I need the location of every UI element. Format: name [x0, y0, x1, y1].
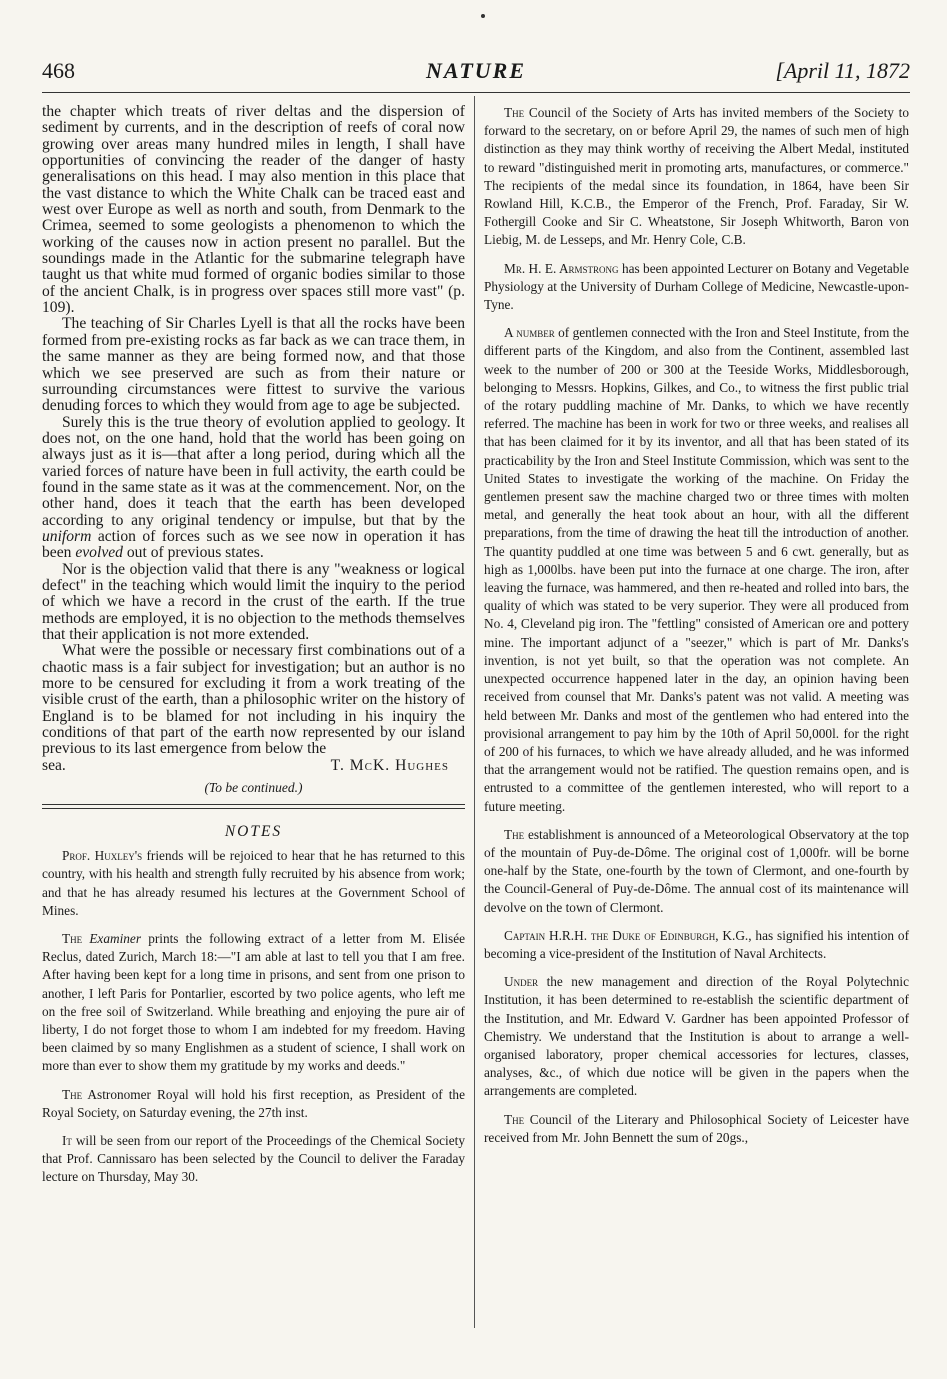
note-text: Council of the Literary and Philosophical Society of Leicester have received from Mr. John Bennett the sum of 20gs.,	[484, 1111, 909, 1145]
note-lead: Prof. Huxley's	[62, 848, 143, 864]
note-lead: Mr. H. E. Armstrong	[504, 260, 619, 276]
header-rule	[42, 92, 910, 93]
note-lead: Captain H.R.H. the Duke of Edinburgh, K.G.,	[504, 927, 752, 943]
note-paragraph	[484, 260, 909, 315]
note-text: establishment is announced of a Meteorological Observatory at the top of the mountain of Puy-de-Dôme. The original cost of 1,000fr. will be borne one-half by the State, one-fourth by the town of Clermont, and one-fourth by the Council-General of Puy-de-Dôme. The annual cost of its maintenance will devolve on the town of Clermont.	[484, 826, 909, 915]
note-lead: The	[504, 105, 525, 120]
note-text: prints the following extract of a letter from M. Elisée Reclus, dated Zurich, March 18:—"I am able at last to tell you that I am free. After having been kept for a long time in prisons, and sent from one prison to another, I left Paris for Pontarlier, escorted by two police agents, who left me on the free soil of Switzerland. While breathing and enjoying the pure air of liberty, I do not forget those to whom I am indebted for my freedom. Having been claimed by so many Englishmen as a student of science, I shall work on more than ever to show them my gratitude by my works and deeds."	[42, 930, 465, 1074]
note-text: friends will be rejoiced to hear that he has returned to this country, with his health and strength fully recruited by his absence from work; and that he has already resumed his lectures at the Government School of Mines.	[42, 848, 465, 918]
note-paragraph	[484, 927, 909, 963]
notes-heading: NOTES	[224, 823, 283, 841]
print-dot	[481, 14, 485, 18]
text-run: action of forces such as we see now in operation it has been	[42, 527, 465, 562]
note-text: the new management and direction of the Royal Polytechnic Institution, it has been determined to re-establish the scientific department of the Institution, and Mr. Edward V. Gardner has been appointed Professor of Chemistry. We understand that the Institution is about to arrange a well-organised laboratory, proper chemical accessories for lectures, classes, analyses, &c., of which due notice will be given in the papers when the arrangements are completed.	[484, 974, 909, 1099]
note-lead: The	[62, 1086, 83, 1102]
issue-date: [April 11, 1872	[775, 58, 910, 83]
page-number: 468	[42, 58, 75, 83]
page-header	[42, 58, 910, 86]
note-text: Astronomer Royal will hold his first reception, as President of the Royal Society, on Saturday evening, the 27th inst.	[42, 1086, 465, 1120]
note-paragraph	[42, 1132, 465, 1187]
text-run: Surely this is the true theory of evolution applied to geology. It does not, on the one hand, hold that the world has been going on always just as it is—that after a long period, during which all the varied forces of nature have been in full activity, the earth could be found in the same state as it was at the commencement. Nor, on the other hand, does it teach that the earth has been developed according to any original tendency or impulse, but that by the	[42, 413, 465, 529]
continued-note: (To be continued.)	[204, 780, 303, 796]
note-text: has signified his intention of becoming a vice-president of the Institution of Naval Architects.	[484, 927, 909, 961]
note-lead: The	[504, 826, 525, 842]
note-paragraph	[484, 826, 909, 917]
emphasis: evolved	[75, 544, 123, 562]
article-paragraph: Nor is the objection valid that there is any "weakness or logical defect" in the teaching which would limit the inquiry to the period of which we have a record in the crust of the earth. If the true methods are employed, it is no objection to the methods themselves that their application is not more extended.	[42, 560, 465, 643]
note-paragraph	[484, 324, 909, 815]
note-lead: Under	[504, 974, 539, 990]
article-paragraph: What were the possible or necessary first combinations out of a chaotic mass is a fair subject for investigation; but an author is no more to be censured for excluding it from a work treating of the visible crust of the earth, than a philosophic writer on the history of England is to be blamed for not including in his inquiry the conditions of that part of the earth now represented by our island previous to its last emergence from below the	[42, 642, 465, 758]
journal-title: NATURE	[425, 58, 527, 83]
article-paragraph-evolution	[42, 415, 465, 562]
note-lead: It	[62, 1132, 72, 1148]
note-paragraph	[484, 1111, 909, 1147]
note-lead: The	[504, 1111, 525, 1127]
emphasis: uniform	[42, 527, 92, 545]
column-divider	[474, 96, 475, 1328]
right-column	[484, 104, 909, 1147]
note-italic: Examiner	[89, 930, 142, 946]
note-paragraph	[42, 1086, 465, 1122]
note-lead: The	[62, 930, 83, 946]
note-paragraph	[42, 847, 465, 920]
text-run: out of previous states.	[122, 544, 264, 562]
note-paragraph	[484, 973, 909, 1100]
left-column	[42, 104, 465, 1187]
signature-line	[42, 758, 465, 774]
note-text: Council of the Society of Arts has invited members of the Society to forward to the secretary, on or before April 29, the names of such men of high distinction as they may think worthy of receiving the Albert Medal, instituted to reward "distinguished merit in promoting arts, manufactures, or commerce." The recipients of the medal since its foundation, in 1864, have been Sir Rowland Hill, K.C.B., the Emperor of the French, Prof. Faraday, Sir W. Fothergill Cooke and Sir C. Wheatstone, Sir Joseph Whitworth, Baron von Liebig, M. de Lesseps, and Mr. Henry Cole, C.B.	[484, 105, 909, 248]
note-text: has been appointed Lecturer on Botany and Vegetable Physiology at the University of Durham College of Medicine, Newcastle-upon-Tyne.	[484, 260, 910, 313]
note-lead: A number	[504, 325, 555, 341]
note-paragraph	[42, 930, 465, 1076]
note-text: of gentlemen connected with the Iron and Steel Institute, from the different parts of the Kingdom, and also from the Continent, assembled last week to the number of 200 or 300 at the Teeside Works, Middlesborough, belonging to Messrs. Hopkins, Gilkes, and Co., to witness the first public trial of the rotary puddling machine of Mr. Danks, to which we have recently referred. The machine has been in work for two or three weeks, and realises all that has been claimed for it by its inventor, and all that has been stated of its practicability by the Iron and Steel Institute Commission, which was sent to the United States to investigate the working of the machine. On Friday the gentlemen present saw the machine charged two or three times with molten metal, and generally the heat took about an hour, with all the different preparations, from the time of drawing the heat till the introduction of another. The quantity puddled at one time was between 5 and 6 cwt. generally, but as high as 1,000lbs. have been put into the furnace at one charge. The iron, after leaving the furnace, was hammered, and then re-heated and rolled into bars, the quality of which was stated to be very superior. They were all produced from No. 4, Cleveland pig iron. The "fettling" consisted of American ore and pottery mine. The important adjunct of a "seezer," which is part of Mr. Danks's invention, is not yet built, so that the operation was not complete. An unexpected occurrence happened later in the day, an opinion having been received from counsel that Mr. Danks's patent was not valid. A meeting was held between Mr. Danks and most of the gentlemen who had entered into the provisional arrangement to pay him by the 10th of April 50,000l. for the right of 200 of his furnaces, to which we have already alluded, and he was informed that the arrangement would not be ratified. The question remains open, and is entrusted to a committee of the gentlemen interested, who will report to a future meeting.	[484, 325, 909, 814]
article-paragraph: the chapter which treats of river deltas and the dispersion of sediment by currents, and in the description of reefs of coral now growing over areas many hundred miles in length, I shall have opportunities of convincing the reader of the danger of hasty generalisations on this head. I may also mention in this place that the vast distance to which the White Chalk can be traced east and west over Europe as well as north and south, from Denmark to the Crimea, seemed to some geologists a phenomenon to which the working of the causes now in action present no parallel. But the soundings made in the Atlantic for the submarine telegraph have taught us that white mud formed of organic bodies similar to those of the ancient Chalk, is in progress over spaces still more vast" (p. 109).	[42, 103, 465, 317]
section-rule	[42, 804, 465, 809]
note-text: will be seen from our report of the Proceedings of the Chemical Society that Prof. Cannissaro has been selected by the Council to deliver the Faraday lecture on Thursday, May 30.	[42, 1132, 465, 1185]
note-paragraph	[484, 104, 909, 250]
final-word: sea.	[42, 756, 66, 774]
author-signature: T. McK. Hughes	[330, 756, 449, 774]
article-paragraph: The teaching of Sir Charles Lyell is that all the rocks have been formed from pre-existing rocks as far back as we can trace them, in the same manner as they are being formed now, and that those which we see preserved are such as from their nature or surrounding circumstances were fittest to survive the various denuding forces to which they would from age to age be subjected.	[42, 315, 465, 415]
